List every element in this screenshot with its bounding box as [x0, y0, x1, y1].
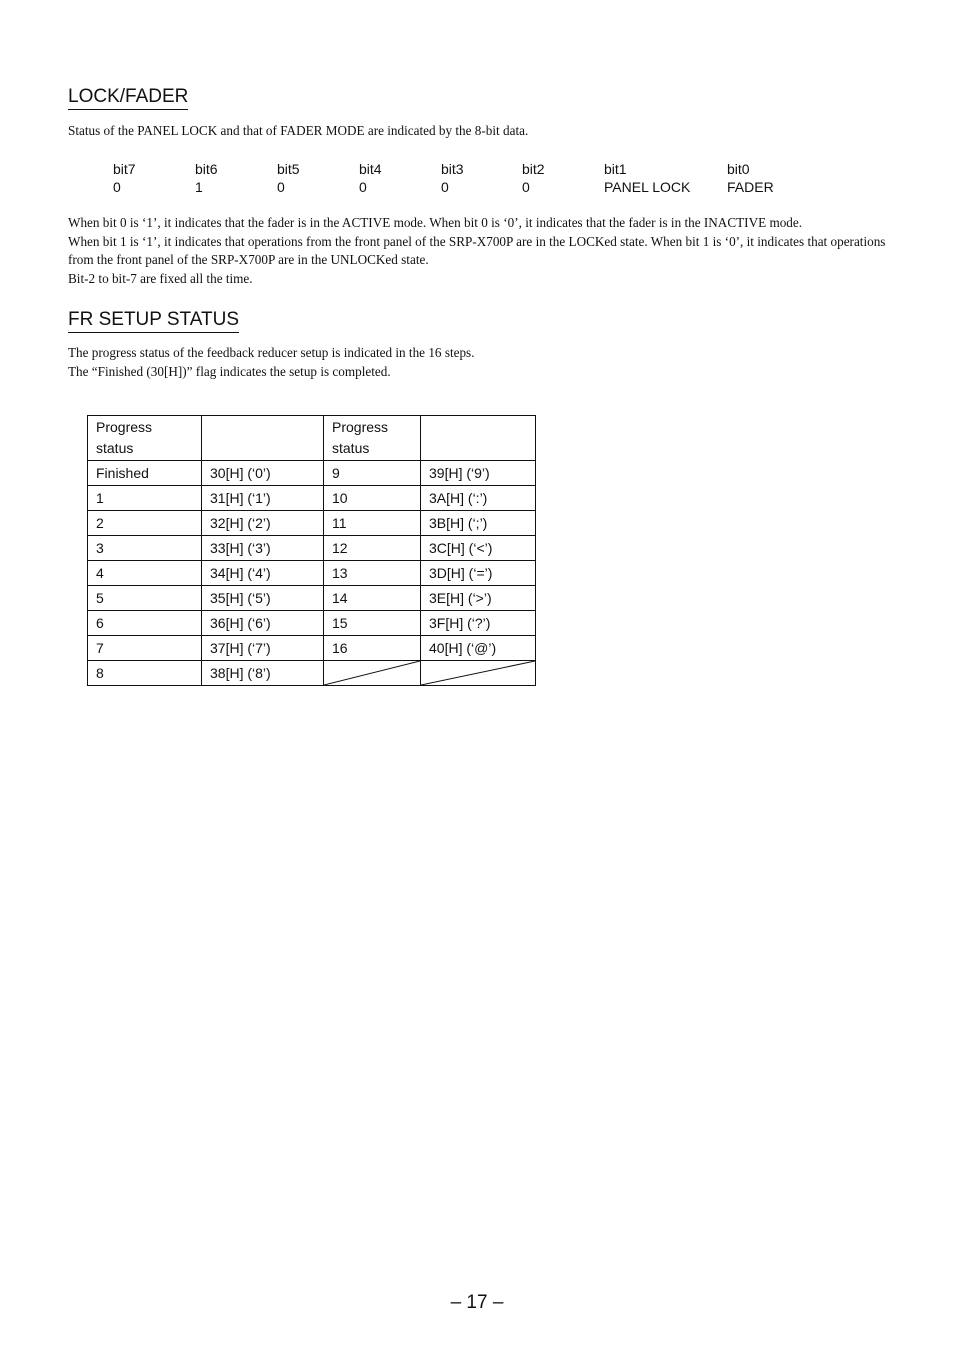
table-row [88, 586, 536, 611]
table-cell: 6 [88, 611, 202, 636]
bit-value: 0 [113, 179, 121, 195]
table-cell: 4 [88, 561, 202, 586]
bit-column [522, 160, 545, 196]
table-cell: 3F[H] (‘?’) [421, 611, 536, 636]
table-row [88, 536, 536, 561]
lock-fader-description [68, 214, 888, 288]
bit-column [195, 160, 218, 196]
table-cell: 38[H] (‘8’) [202, 661, 324, 686]
lock-fader-heading: LOCK/FADER [68, 86, 188, 110]
bit-value: 1 [195, 179, 203, 195]
table-cell: 1 [88, 486, 202, 511]
table-header-cell [202, 416, 324, 461]
table-row [88, 486, 536, 511]
bit-name: bit6 [195, 161, 218, 177]
bit-value: 0 [522, 179, 530, 195]
table-cell: 16 [324, 636, 421, 661]
table-cell: 7 [88, 636, 202, 661]
table-cell: 15 [324, 611, 421, 636]
bit-name: bit5 [277, 161, 300, 177]
table-header-row [88, 416, 536, 461]
table-cell: 3C[H] (‘<’) [421, 536, 536, 561]
table-row [88, 561, 536, 586]
bit-column [277, 160, 300, 196]
table-cell: 3D[H] (‘=’) [421, 561, 536, 586]
table-cell: 3 [88, 536, 202, 561]
table-cell: 33[H] (‘3’) [202, 536, 324, 561]
table-row [88, 461, 536, 486]
table-cell: 31[H] (‘1’) [202, 486, 324, 511]
table-cell: 35[H] (‘5’) [202, 586, 324, 611]
table-cell: 2 [88, 511, 202, 536]
bit1-description: When bit 1 is ‘1’, it indicates that operations from the front panel of the SRP-X700P are in the LOCKed state. When bit 1 is ‘0’, it indicates that operations from the front panel of the SRP-X700P are in the UNLOCKed state. [68, 233, 886, 268]
table-cell: 13 [324, 561, 421, 586]
table-cell: 39[H] (‘9’) [421, 461, 536, 486]
bit-name: bit1 [604, 161, 627, 177]
bit-column [113, 160, 136, 196]
table-cell: 30[H] (‘0’) [202, 461, 324, 486]
bit0-description: When bit 0 is ‘1’, it indicates that the fader is in the ACTIVE mode. When bit 0 is ‘0’, it indicates that the fader is in the INACTIVE mode. [68, 215, 803, 230]
table-cell: 36[H] (‘6’) [202, 611, 324, 636]
table-cell: 11 [324, 511, 421, 536]
table-cell: 9 [324, 461, 421, 486]
empty-diagonal-cell [421, 661, 536, 686]
table-row [88, 511, 536, 536]
page-number: – 17 – [450, 1292, 504, 1313]
fr-setup-intro-line: The “Finished (30[H])” flag indicates the setup is completed. [68, 363, 391, 379]
table-cell: 34[H] (‘4’) [202, 561, 324, 586]
table-row [88, 611, 536, 636]
bit-value: 0 [277, 179, 285, 195]
bit-name: bit7 [113, 161, 136, 177]
fixed-bits-description: Bit-2 to bit-7 are fixed all the time. [68, 270, 253, 286]
bit-value: 0 [441, 179, 449, 195]
bit-name: bit0 [727, 161, 750, 177]
empty-diagonal-cell [324, 661, 421, 686]
bit-column [359, 160, 382, 196]
table-header-cell: Progress status [324, 416, 421, 461]
table-row [88, 661, 536, 686]
table-cell: 14 [324, 586, 421, 611]
bit-name: bit2 [522, 161, 545, 177]
table-cell: 3A[H] (‘:’) [421, 486, 536, 511]
table-row [88, 636, 536, 661]
table-cell: 12 [324, 536, 421, 561]
table-header-cell: Progress status [88, 416, 202, 461]
table-cell: 5 [88, 586, 202, 611]
bit-column [727, 160, 774, 196]
bit-value: FADER [727, 179, 774, 195]
lock-fader-intro [68, 122, 888, 141]
table-cell: 8 [88, 661, 202, 686]
table-header-cell [421, 416, 536, 461]
diagonal-strike [421, 661, 535, 685]
fr-setup-intro [68, 344, 888, 381]
progress-status-table [87, 415, 536, 686]
table-cell: 10 [324, 486, 421, 511]
lock-fader-intro-text: Status of the PANEL LOCK and that of FADER MODE are indicated by the 8-bit data. [68, 123, 529, 138]
bit-name: bit3 [441, 161, 464, 177]
bit-name: bit4 [359, 161, 382, 177]
bit-value: 0 [359, 179, 367, 195]
table-cell: 37[H] (‘7’) [202, 636, 324, 661]
table-cell: 32[H] (‘2’) [202, 511, 324, 536]
bit-column [441, 160, 464, 196]
table-cell: Finished [88, 461, 202, 486]
diagonal-strike [324, 661, 420, 685]
bit-column [604, 160, 690, 196]
fr-setup-heading: FR SETUP STATUS [68, 309, 239, 333]
table-cell: 3E[H] (‘>’) [421, 586, 536, 611]
bit-value: PANEL LOCK [604, 179, 691, 195]
fr-setup-intro-line: The progress status of the feedback reducer setup is indicated in the 16 steps. [68, 345, 475, 360]
table-cell: 40[H] (‘@’) [421, 636, 536, 661]
table-cell: 3B[H] (‘;’) [421, 511, 536, 536]
